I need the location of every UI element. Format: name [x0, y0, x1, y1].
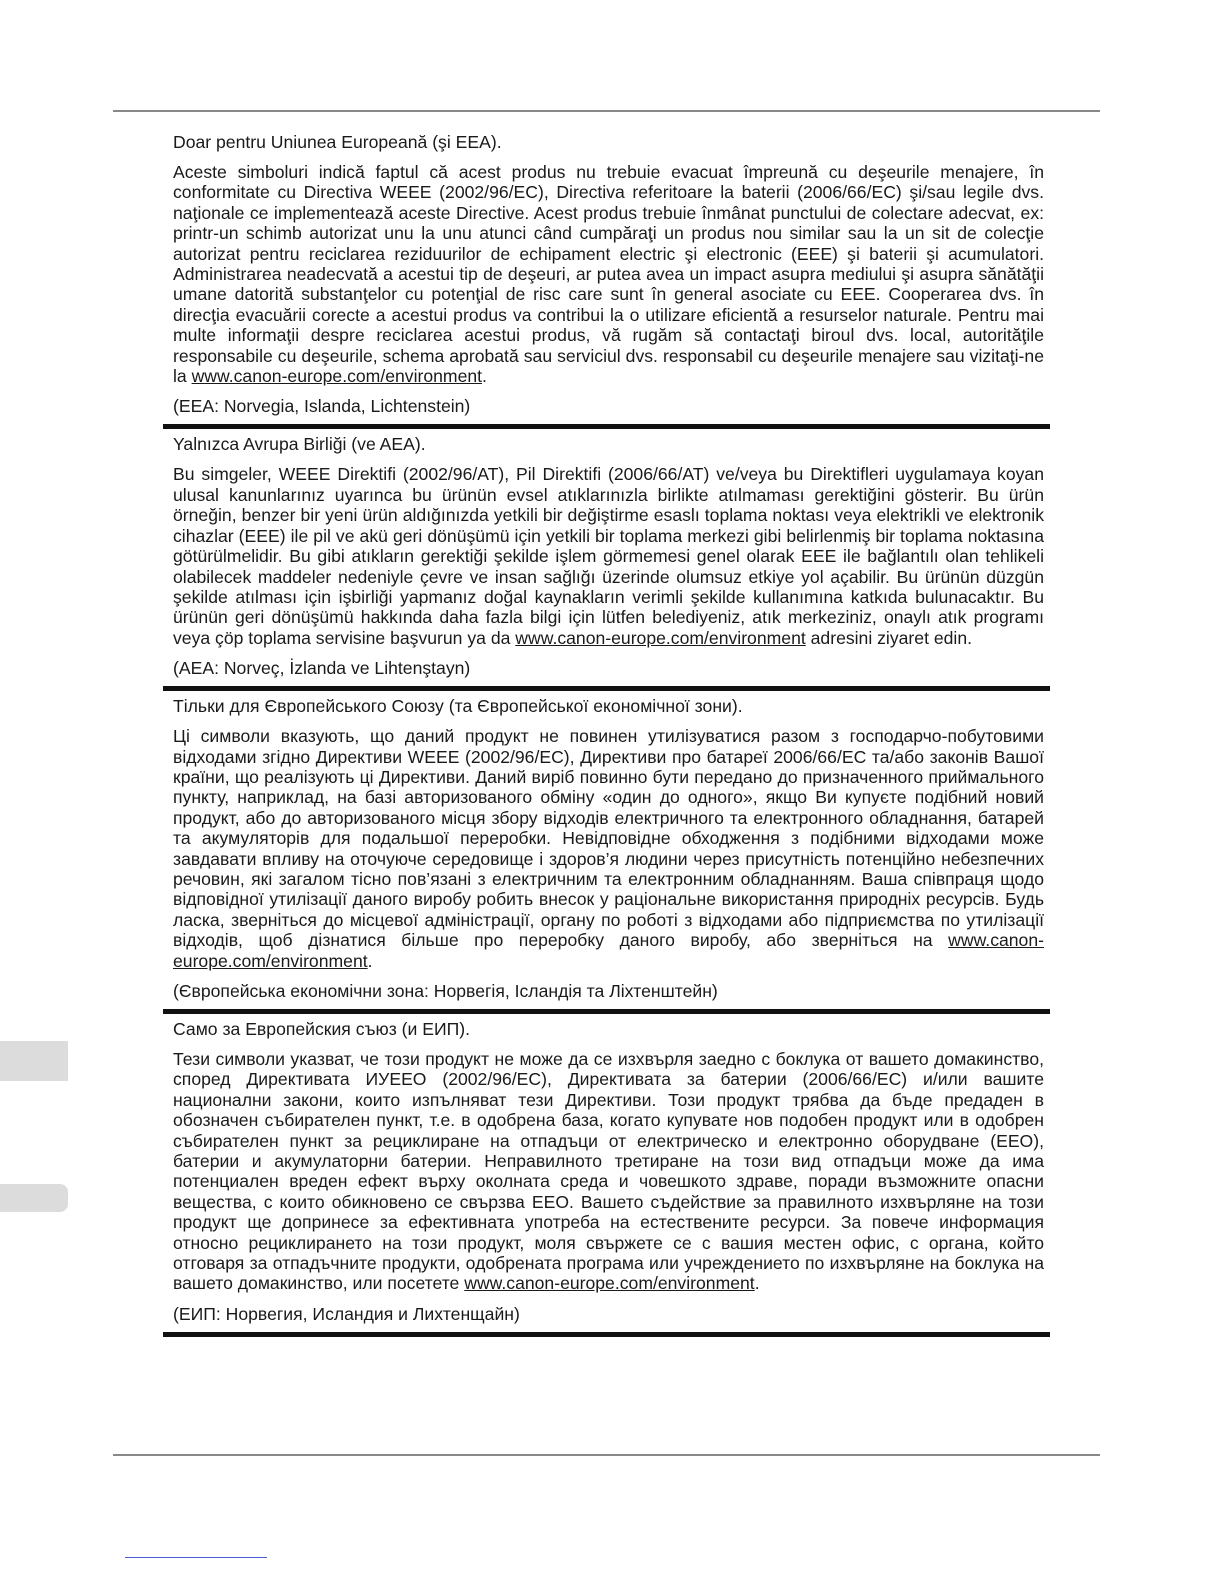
section-divider [163, 1332, 1050, 1337]
body-text-end: . [482, 366, 487, 387]
body-text: Ці символи вказують, що даний продукт не повинен утилізуватися разом з господарчо-побутовими відходами згідно Директиви WEEE (2002/96/EC), Директиви про батареї 2006/66/EC та/або законів Вашої країни, що реалізують ці Директиви. Даний виріб повинно бути передано до призначенного приймального пункту, наприклад, на базі авторизованого обміну «один до одного», якщо Ви купуєте подібний новий продукт, або до авторизованого місця збору відходів електричного та електронного обладнання, батарей та акумуляторів для подальшої переробки. Невідповідне обходження з подібними відходами може завдавати впливу на оточуюче середовище і здоров’я людини через присутність потенційно небезпечних речовин, які загалом тісно пов’язані з електричним та електронним обладнанням. Ваша співпраця щодо відповідної утилізації даного виробу робить внесок у раціональне використання природніх ресурсів. Будь ласка, зверніться до місцевої адміністрації, органу по роботі з відходами або підприємства по утилізації відходів, щоб дізнатися більше про переробку даного виробу, або зверніться на [173, 726, 1044, 951]
section-title: Yalnızca Avrupa Birliği (ve AEA). [173, 434, 426, 455]
section-body [173, 726, 1044, 971]
side-tab[interactable] [0, 1041, 68, 1081]
side-tab[interactable] [0, 1184, 68, 1212]
section-note: (ЕИП: Норвегия, Исландия и Лихтенщайн) [173, 1303, 520, 1324]
footer-link-underline[interactable] [125, 1557, 267, 1558]
body-text: Aceste simboluri indică faptul că acest produs nu trebuie evacuat împreună cu deşeurile menajere, în conformitate cu Directiva WEEE (2002/96/EC), Directiva referitoare la baterii (2006/66/EC) şi/sau legile dvs. naţionale ce implementează aceste Directive. Acest produs trebuie înmânat punctului de colectare adecvat, ex: printr-un schimb autorizat unu la unu atunci când cumpăraţi un produs nou similar sau la un sit de colecţie autorizat pentru reciclarea reziduurilor de echipament electric şi electronic (EEE) şi baterii şi acumulatori. Administrarea neadecvată a acestui tip de deşeuri, ar putea avea un impact asupra mediului şi asupra sănătăţii umane datorită substanţelor cu potenţial de risc care sunt în general asociate cu EEE. Cooperarea dvs. în direcţia evacuării corecte a acestui produs va contribui la o utilizare eficientă a resurselor naturale. Pentru mai multe informaţii despre reciclarea acestui produs, vă rugăm să contactaţi biroul dvs. local, autorităţile responsabile cu deşeurile, schema aprobată sau serviciul dvs. responsabil cu deşeurile menajere sau vizitaţi-ne la [173, 162, 1044, 387]
section-note: (AEA: Norveç, İzlanda ve Lihtenştayn) [173, 658, 471, 679]
section-bulgarian [163, 1018, 1050, 1337]
environment-link[interactable]: www.canon-europe.com/environment [191, 366, 483, 387]
environment-link[interactable]: www.canon-europe.com/environment [464, 1273, 755, 1294]
section-title: Само за Европейския съюз (и ЕИП). [173, 1019, 471, 1039]
environment-link[interactable]: www.canon-europe.com/environment [515, 627, 806, 648]
body-text-end: . [754, 1273, 760, 1294]
section-title: Тільки для Європейського Союзу (та Європейської економічної зони). [173, 696, 743, 717]
section-body [173, 464, 1044, 648]
section-turkish [163, 433, 1050, 691]
bottom-rule [113, 1454, 1100, 1456]
section-body [173, 1049, 1044, 1294]
section-note: (Європейська економічни зона: Норвегія, Ісландія та Ліхтенштейн) [173, 981, 718, 1001]
body-text-end: . [367, 950, 373, 971]
section-body [173, 162, 1044, 386]
section-divider [163, 686, 1050, 691]
body-text: Bu simgeler, WEEE Direktifi (2002/96/AT), Pil Direktifi (2006/66/AT) ve/veya bu Direktifleri uygulamaya koyan ulusal kanunlarınız uyarınca bu ürünün evsel atıklarınızla birlikte atılmaması gerektiğini gösterir. Bu ürün örneğin, benzer bir yeni ürün aldığınızda yetkili bir değiştirme esaslı toplama noktası veya elektrikli ve elektronik cihazlar (EEE) ile pil ve akü geri dönüşümü için yetkili bir toplama merkezi gibi belirlenmiş bir toplama noktasına götürülmelidir. Bu gibi atıkların gerektiği şekilde işlem görmemesi genel olarak EEE ile bağlantılı olan tehlikeli olabilecek maddeler nedeniyle çevre ve insan sağlığı üzerinde olumsuz etkiye yol açabilir. Bu ürünün düzgün şekilde atılması için işbirliği yapmanız doğal kaynakların verimli şekilde kullanımına katkıda bulunacaktır. Bu ürünün geri dönüşümü hakkında daha fazla bilgi için lütfen belediyeniz, atık merkeziniz, onaylı atık programı veya çöp toplama servisine başvurun ya da [173, 464, 1044, 648]
environment-link[interactable]: www.canon-europe.com/environment [173, 930, 1044, 971]
body-text-end: adresini ziyaret edin. [805, 627, 972, 648]
section-note: (EEA: Norvegia, Islanda, Lichtenstein) [173, 396, 471, 417]
section-title: Doar pentru Uniunea Europeană (şi EEA). [173, 132, 502, 152]
section-divider [163, 424, 1050, 429]
section-ukrainian [163, 695, 1050, 1014]
section-divider [163, 1009, 1050, 1014]
document-content [163, 127, 1050, 1337]
top-rule [113, 110, 1100, 112]
section-romanian [163, 131, 1050, 429]
body-text: Тези символи указват, че този продукт не може да се изхвърля заедно с боклука от вашето домакинство, според Директивата ИУЕЕО (2002/96/EC), Директивата за батерии (2006/66/EC) и/или вашите национални закони, които изпълняват тези Директиви. Този продукт трябва да бъде предаден в обозначен събирателен пункт, т.е. в одобрена база, когато купувате нов подобен продукт или в одобрен събирателен пункт за рециклиране на отпадъци от електрическо и електронно оборудване (ЕЕО), батерии и акумулаторни батерии. Неправилното третиране на този вид отпадъци може да има потенциален вреден ефект върху околната среда и човешкото здраве, поради възможните опасни вещества, с които обикновено се свързва ЕЕО. Вашето съдействие за правилното изхвърляне на този продукт ще допринесе за ефективната употреба на естествените ресурси. За повече информация относно рециклирането на този продукт, моля свържете се с вашия местен офис, с органа, който отговаря за отпадъчните продукти, одобрената програма или учреждението по изхвърляне на боклука на вашето домакинство, или посетете [173, 1049, 1044, 1294]
